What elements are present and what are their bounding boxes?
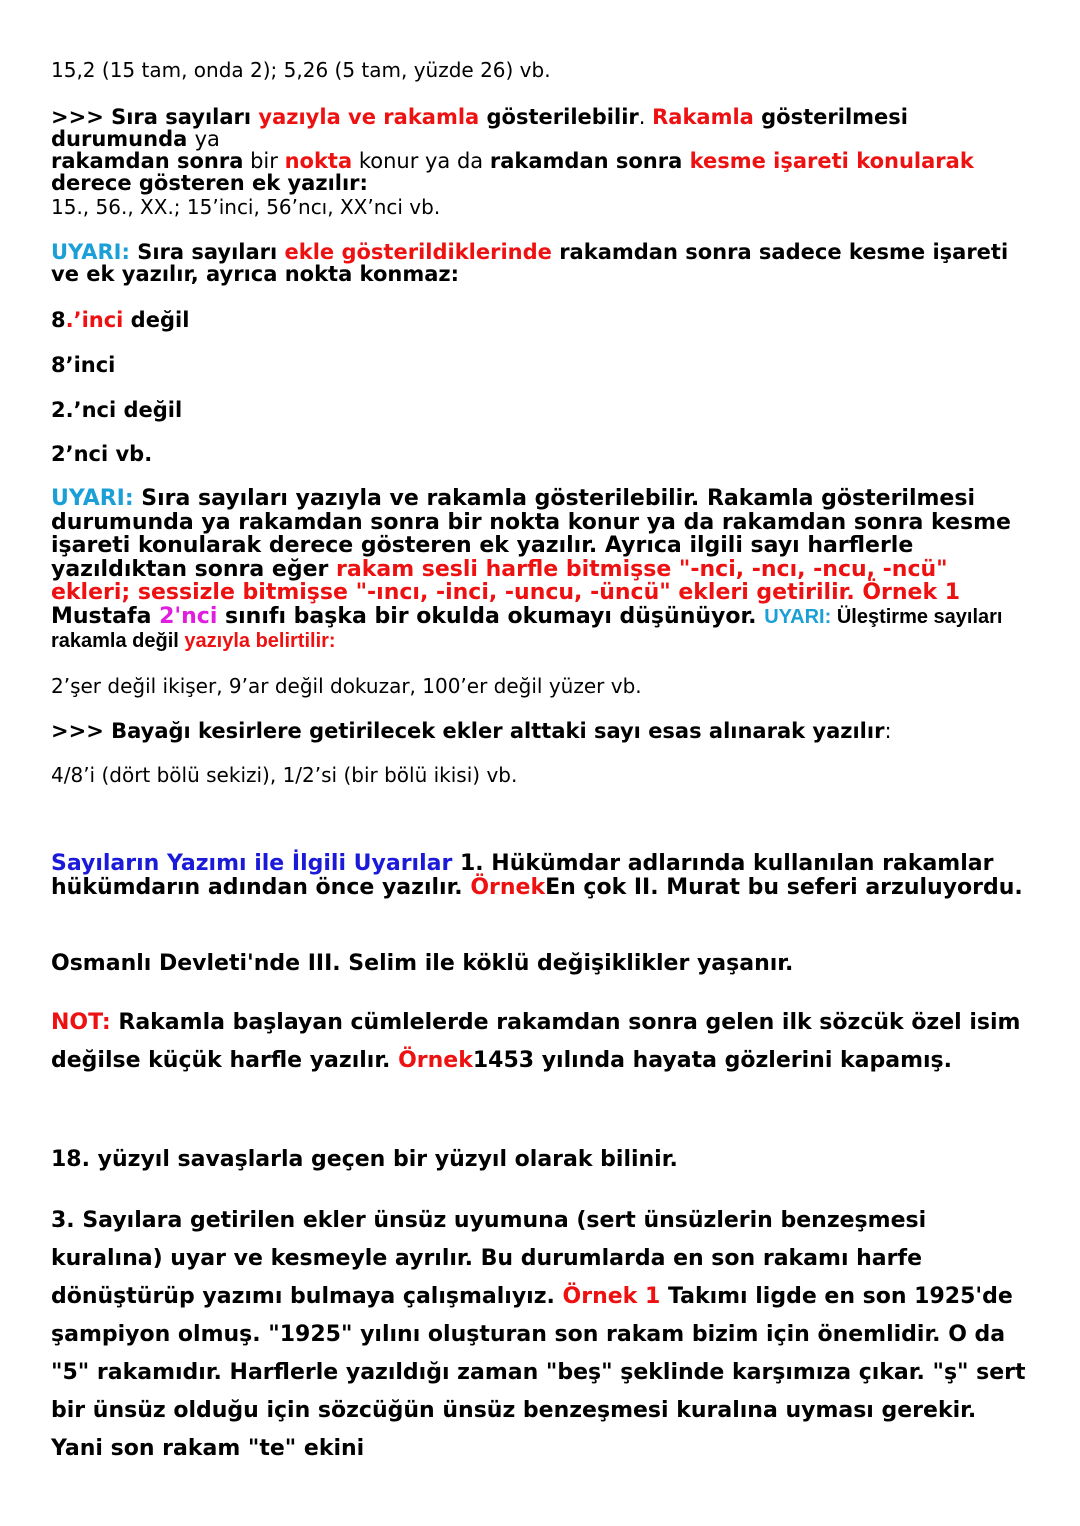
section-heading-paragraph: Sayıların Yazımı ile İlgili Uyarılar 1. Hükümdar adlarında kullanılan rakamlar hükümdarın adından önce yazılır. ÖrnekEn çok II. Murat bu seferi arzuluyordu. (51, 851, 1023, 900)
example-8-inci: 8’inci (51, 353, 116, 377)
example-2-nci-wrong: 2.’nci değil (51, 398, 183, 422)
warning-paragraph-2: UYARI: Sıra sayıları yazıyla ve rakamla gösterilebilir. Rakamla gösterilmesi durumunda ya rakamdan sonra bir nokta konur ya da rakamdan sonra kesme işareti konularak derece gösteren ek yazılır. Ayrıca ilgili sayı harflerle yazıldıktan sonra eğer rakam sesli harfle bitmişse "-nci, -ncı, -ncu, -ncü" ekleri; sessizle bitmişse "-ıncı, -inci, -uncu, -üncü" ekleri getirilir. Örnek 1 Mustafa 2'nci sınıfı başka bir okulda okumayı düşünüyor. UYARI: Üleştirme sayıları rakamla değil yazıyla belirtilir: (51, 486, 1011, 652)
distributive-examples: 2’şer değil ikişer, 9’ar değil dokuzar, 100’er değil yüzer vb. (51, 674, 642, 698)
section-title: Sayıların Yazımı ile İlgili Uyarılar (51, 851, 453, 876)
century-example: 18. yüzyıl savaşlarla geçen bir yüzyıl olarak bilinir. (51, 1147, 678, 1172)
example-8-inci-wrong: 8.’inci değil (51, 308, 190, 332)
decimal-examples: 15,2 (15 tam, onda 2); 5,26 (5 tam, yüzde 26) vb. (51, 58, 551, 82)
warning-paragraph-1: UYARI: Sıra sayıları ekle gösterildiklerinde rakamdan sonra sadece kesme işareti ve ek yazılır, ayrıca nokta konmaz: (51, 240, 1009, 286)
fraction-rule: >>> Bayağı kesirlere getirilecek ekler alttaki sayı esas alınarak yazılır: (51, 719, 892, 743)
note-paragraph: NOT: Rakamla başlayan cümlelerde rakamdan sonra gelen ilk sözcük özel isim değilse küçük harfle yazılır. Örnek1453 yılında hayata gözlerini kapamış. (51, 1010, 1021, 1073)
fraction-examples: 4/8’i (dört bölü sekizi), 1/2’si (bir bölü ikisi) vb. (51, 763, 518, 787)
consonant-harmony-paragraph: 3. Sayılara getirilen ekler ünsüz uyumuna (sert ünsüzlerin benzeşmesi kuralına) uyar ve kesmeyle ayrılır. Bu durumlarda en son rakamı harfe dönüştürüp yazımı bulmaya çalışmalıyız. Örnek 1 Takımı ligde en son 1925'de şampiyon olmuş. "1925" yılını oluşturan son rakam bizim için önemlidir. O da "5" rakamıdır. Harflerle yazıldığı zaman "beş" şeklinde karşımıza çıkar. "ş" sert bir ünsüz olduğu için sözcüğün ünsüz benzeşmesi kuralına uyması gerekir. Yani son rakam "te" ekini (51, 1208, 1026, 1461)
selim-example: Osmanlı Devleti'nde III. Selim ile köklü değişiklikler yaşanır. (51, 951, 794, 976)
example-2-nci: 2’nci vb. (51, 442, 153, 466)
ordinal-rule-paragraph: >>> Sıra sayıları yazıyla ve rakamla gösterilebilir. Rakamla gösterilmesi durumunda ya rakamdan sonra bir nokta konur ya da rakamdan sonra kesme işareti konularak derece gösteren ek yazılır: (51, 105, 974, 195)
ordinal-examples: 15., 56., XX.; 15’inci, 56’ncı, XX’nci vb. (51, 195, 441, 219)
